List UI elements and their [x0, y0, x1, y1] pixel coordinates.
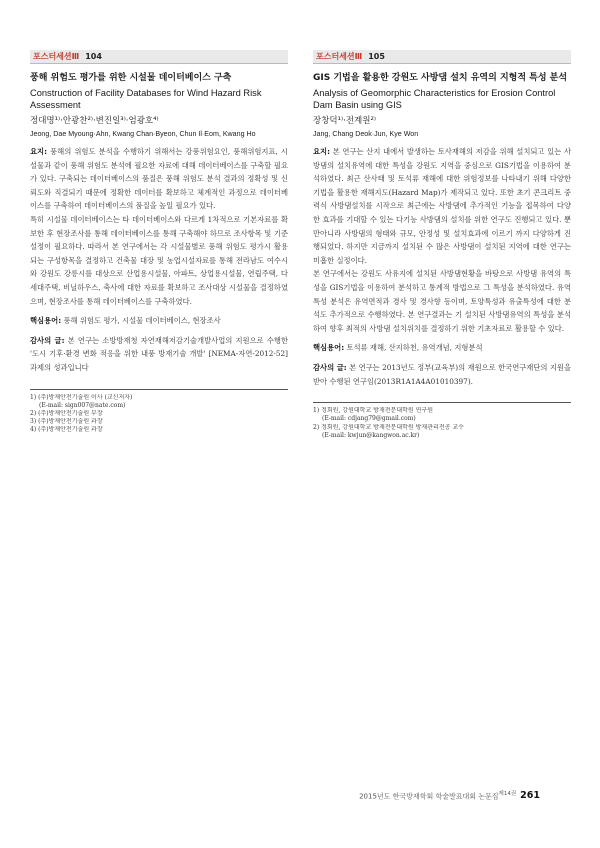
page-footer — [359, 789, 540, 801]
ack-label: 감사의 글: — [30, 335, 65, 345]
footnote-divider — [313, 402, 571, 403]
abstract-paragraph-2: 특히 시설물 데이터베이스는 타 데이터베이스와 다르게 1차적으로 기본자료를 확보한 후 현장조사를 통해 데이터베이스를 통해 구축해야 하므로 조사항목 및 기준설정이 필요하다. 따라서 본 연구에서는 각 시설물별로 풍해 위험도 평가시 활용되는 구성항목을 결정하고 건축물 대장 및 농업시설자료를 통해 전라남도 여수시와 강원도 강릉시를 대상으로 산업용시설물, 아파트, 상업용시설물, 연립주택, 다세대주택, 비닐하우스, 축사에 대한 자료를 확보하고 조사대상 시설물을 결정하였으며, 현장조사를 통해 데이터베이스를 구축하였다. — [30, 214, 288, 306]
section-label: 포스터세션Ⅲ — [316, 52, 363, 61]
volume-suffix: 제14권 — [498, 791, 517, 797]
footnote: (E-mail: sign007@nate.com) — [39, 401, 126, 409]
footnote: 1) 정회원, 강원대학교 방재전문대학원 연구원 — [313, 407, 434, 415]
footnote: 1) (주)방재안전기술원 이사 (교신저자) — [30, 393, 133, 401]
footnote: 3) (주)방재안전기술원 과장 — [30, 418, 103, 426]
paper-title-english: Analysis of Geomorphic Characteristics for Erosion Control Dam Basin using GIS — [313, 88, 556, 110]
footnote: 2) (주)방재안전기술원 부장 — [30, 409, 103, 417]
keywords-text: 풍해 위험도 평가, 시설물 데이터베이스, 현장조사 — [63, 316, 221, 326]
section-number: 104 — [85, 52, 102, 61]
footnote: 4) (주)방재안전기술원 과장 — [30, 426, 103, 434]
right-column — [313, 50, 571, 440]
section-header — [313, 50, 571, 64]
acknowledgement — [313, 361, 571, 388]
section-header — [30, 50, 288, 64]
footnotes — [30, 394, 288, 435]
ack-text: 본 연구는 소방방재청 자연재해저감기술개발사업의 지원으로 수행한 '도시 기후·환경 변화 적응을 위한 내풍 방재기술 개발' [NEMA-자연-2012-52] 과제의 성과입니다 — [30, 335, 288, 372]
page-number: 261 — [520, 790, 540, 802]
authors-english: Jeong, Dae Myoung·Ahn, Kwang Chan·Byeon, Chun Il·Eom, Kwang Ho — [30, 130, 256, 138]
left-column — [30, 50, 288, 435]
footnote: (E-mail: cdjang79@gmail.com) — [322, 415, 416, 423]
keywords-label: 핵심용어: — [313, 343, 345, 353]
footnote: 2) 정회원, 강원대학교 방재전문대학원 방재관리전공 교수 — [313, 423, 464, 431]
keywords — [313, 341, 571, 355]
abstract-label: 요지: — [30, 147, 48, 156]
footnote: (E-mail: kwjun@kangwon.ac.kr) — [322, 431, 420, 439]
keywords-label: 핵심용어: — [30, 316, 62, 326]
abstract-paragraph-1 — [30, 145, 288, 213]
paper-title-korean: 풍해 위험도 평가를 위한 시설물 데이터베이스 구축 — [30, 73, 232, 83]
conference-name: 2015년도 한국방재학회 학술발표대회 논문집 — [359, 792, 499, 801]
abstract-label: 요지: — [313, 147, 331, 156]
ack-label: 감사의 글: — [313, 362, 347, 372]
acknowledgement — [30, 334, 288, 375]
authors-korean: 장창덕¹⁾·전계원²⁾ — [313, 116, 376, 126]
paper-title-english: Construction of Facility Databases for Wind Hazard Risk Assessment — [30, 88, 262, 110]
authors-korean: 정대명¹⁾·안광찬²⁾·변진일³⁾·엄광호⁴⁾ — [30, 116, 159, 126]
paper-title-korean: GIS 기법을 활용한 강원도 사방댐 설치 유역의 지형적 특성 분석 — [313, 73, 568, 83]
abstract-body — [30, 145, 288, 375]
authors-english: Jang, Chang Deok·Jun, Kye Won — [313, 130, 419, 138]
section-label: 포스터세션Ⅲ — [33, 52, 80, 61]
abstract-text-1: 본 연구는 산지 내에서 발생하는 토사재해의 저감을 위해 설치되고 있는 사방댐의 설치유역에 대한 특성을 강원도 지역을 중심으로 GIS기법을 이용하여 분석하였다. 최근 산사태 및 토석류 재해에 대한 위험정보를 나타내기 위해 다양한 기법을 활용한 재해지도(Hazard Map)가 제작되고 있다. 또한 초기 콘크리트 중력식 사방댐설치를 시작으로 최근에는 사방댐에 추가적인 기능을 접목하여 다양한 효과를 기대할 수 있는 다기능 사방댐의 설치를 위한 연구도 진행되고 있다. 뿐만아니라 사방댐의 형태와 규모, 안정성 및 설치효과에 이르기 까지 다양하게 진행되었다. 하지만 지금까지 설치된 수 많은 사방댐이 설치된 지역에 대한 연구는 미흡한 실정이다. — [313, 147, 571, 265]
keywords-text: 토석류 재해, 산지하천, 유역개념, 지형분석 — [346, 343, 483, 353]
footnote-divider — [30, 389, 288, 390]
ack-text: 본 연구는 2013년도 정부(교육부)의 재원으로 한국연구재단의 지원을 받아 수행된 연구임(2013R1A1A4A01010397). — [313, 362, 571, 386]
section-number: 105 — [368, 52, 385, 61]
keywords — [30, 314, 288, 328]
abstract-paragraph-1 — [313, 145, 571, 267]
abstract-paragraph-2: 본 연구에서는 강원도 사유지에 설치된 사방댐현황을 바탕으로 사방댐 유역의 특성을 GIS기법을 이용하여 분석하고 통계적 방법으로 그 특성을 분석하였다. 유역특성 분석은 유역면적과 경사 및 경사향 등이며, 토양특성과 유출특성에 대한 분석도 추가적으로 수행하였다. 본 연구결과는 기 설치된 사방댐유역의 특성을 분석하여 향후 최적의 사방댐 설치위치를 결정하기 위한 기초자료로 활용할 수 있다. — [313, 269, 571, 333]
abstract-text-1: 풍해의 위험도 분석을 수행하기 위해서는 강풍위험요인, 풍해위험지표, 시설물과 같이 풍해 위험도 분석에 필요한 자료에 대해 데이터베이스를 구축할 필요가 있다. 구축되는 데이터베이스의 품질은 풍해 위험도 분석 결과의 정확성 및 신뢰도와 직결되기 때문에 정확한 데이터를 확보하고 체계적인 과정으로 데이터베이스를 구축하여 데이터베이스의 품질을 높일 필요가 있다. — [30, 147, 288, 211]
abstract-body — [313, 145, 571, 388]
footnotes — [313, 407, 571, 440]
